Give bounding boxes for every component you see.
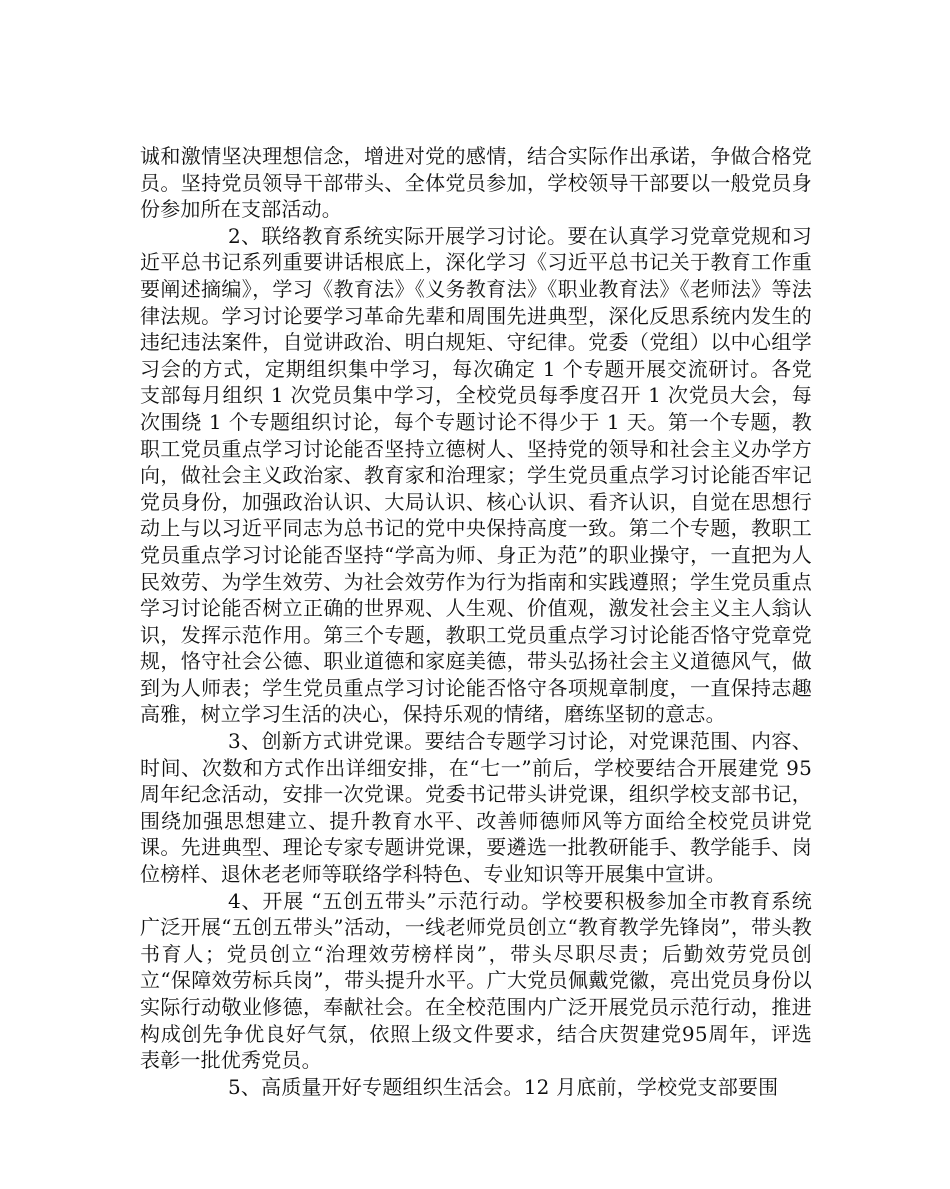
document-body <box>140 143 812 1100</box>
paragraph-party-lecture: 3、创新方式讲党课。要结合专题学习讨论，对党课范围、内容、时间、次数和方式作出详细安排，在“七一”前后，学校要结合开展建党 95 周年纪念活动，安排一次党课。党委书记带头讲党课，组织学校支部书记，围绕加强思想建立、提升教育水平、改善师德师风等方面给全校党员讲党课。先进典型、理论专家专题讲党课，要遴选一批教研能手、教学能手、岗位榜样、退休老老师等联络学科特色、专业知识等开展集中宣讲。 <box>140 729 812 887</box>
paragraph-demonstration-action: 4、开展 “五创五带头”示范行动。学校要积极参加全市教育系统广泛开展“五创五带头”活动，一线老师党员创立“教育教学先锋岗”，带头教书育人；党员创立“治理效劳榜样岗”，带头尽职尽责；后勤效劳党员创立“保障效劳标兵岗”，带头提升水平。广大党员佩戴党徽，亮出党员身份以实际行动敬业修德，奉献社会。在全校范围内广泛开展党员示范行动，推进构成创先争优良好气氛，依照上级文件要求，结合庆贺建党95周年，评选表彰一批优秀党员。 <box>140 888 812 1073</box>
paragraph-organizational-life-meeting: 5、高质量开好专题组织生活会。12 月底前，学校党支部要围 <box>228 1074 779 1099</box>
paragraph-continuation: 诚和激情坚决理想信念，增进对党的感情，结合实际作出承诺，争做合格党员。坚持党员领导干部带头、全体党员参加，学校领导干部要以一般党员身份参加所在支部活动。 <box>140 144 812 222</box>
paragraph-study-discussion: 2、联络教育系统实际开展学习讨论。要在认真学习党章党规和习近平总书记系列重要讲话根底上，深化学习《习近平总书记关于教育工作重要阐述摘编》，学习《教育法》《义务教育法》《职业教育法》《老师法》等法律法规。学习讨论要学习革命先辈和周围先进典型，深化反思系统内发生的违纪违法案件，自觉讲政治、明白规矩、守纪律。党委（党组）以中心组学习会的方式，定期组织集中学习，每次确定 1 个专题开展交流研讨。各党支部每月组织 1 次党员集中学习，全校党员每季度召开 1 次党员大会，每次围绕 1 个专题组织讨论，每个专题讨论不得少于 1 天。第一个专题，教职工党员重点学习讨论能否坚持立德树人、坚持党的领导和社会主义办学方向，做社会主义政治家、教育家和治理家；学生党员重点学习讨论能否牢记党员身份，加强政治认识、大局认识、核心认识、看齐认识，自觉在思想行动上与以习近平同志为总书记的党中央保持高度一致。第二个专题，教职工党员重点学习讨论能否坚持“学高为师、身正为范”的职业操守，一直把为人民效劳、为学生效劳、为社会效劳作为行为指南和实践遵照；学生党员重点学习讨论能否树立正确的世界观、人生观、价值观，激发社会主义主人翁认识，发挥示范作用。第三个专题，教职工党员重点学习讨论能否恪守党章党规，恪守社会公德、职业道德和家庭美德，带头弘扬社会主义道德风气，做到为人师表；学生党员重点学习讨论能否恪守各项规章制度，一直保持志趣高雅，树立学习生活的决心，保持乐观的情绪，磨练坚韧的意志。 <box>140 223 812 727</box>
